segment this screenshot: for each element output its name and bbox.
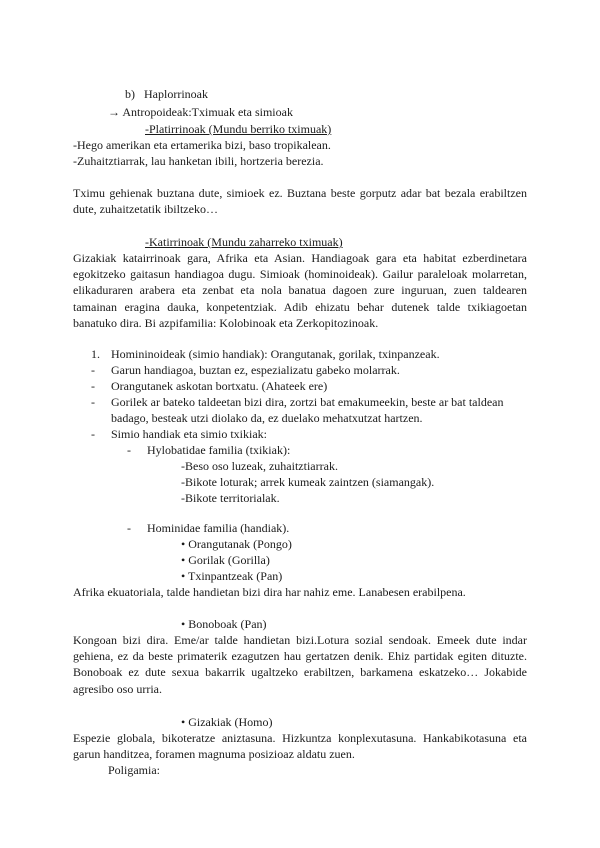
hominidae-line-3: • Txinpantzeak (Pan) xyxy=(181,569,283,583)
hylobatidae-line-3: -Bikote territorialak. xyxy=(181,491,280,505)
dash-marker: - xyxy=(127,443,131,457)
gizakiak-paragraph: Espezie globala, bikoteratze aniztasuna. Hizkuntza konplexutasuna. Hankabikotasuna eta garun handitzea, foramen magnuma posizioaz aldatu zuen. xyxy=(73,731,527,762)
poligamia-label: Poligamia: xyxy=(108,763,160,777)
list-item-3-text: Orangutanek askotan bortxatu. (Ahateek ere) xyxy=(111,379,328,393)
section-b-marker: b) xyxy=(125,87,135,101)
gizakiak-title: • Gizakiak (Homo) xyxy=(181,715,273,729)
list-item-4-text: Gorilek ar bateko taldeetan bizi dira, zortzi bat emakumeekin, beste ar bat taldean xyxy=(111,395,504,409)
antropoideak-line: → Antropoideak:Tximuak eta simioak xyxy=(108,105,293,119)
dash-marker: - xyxy=(91,427,95,441)
list-item-4 xyxy=(91,394,504,410)
section-b-title: Haplorrinoak xyxy=(144,87,208,101)
dash-marker: - xyxy=(127,521,131,535)
list-item-5 xyxy=(91,426,267,442)
dash-marker: - xyxy=(91,379,95,393)
hominidae-line-1: • Orangutanak (Pongo) xyxy=(181,537,292,551)
dash-marker: - xyxy=(91,395,95,409)
platirrinoak-line-1: -Hego amerikan eta ertamerika bizi, baso tropikalean. xyxy=(73,138,331,152)
list-item-1-text: Homininoideak (simio handiak): Orangutanak, gorilak, txinpanzeak. xyxy=(111,347,440,361)
afrika-line: Afrika ekuatoriala, talde handietan bizi dira har nahiz eme. Lanabesen erabilpena. xyxy=(73,585,466,599)
list-item-4-continuation: badago, besteak utzi diolako da, ez duelako mehatxutzat hartzen. xyxy=(111,411,423,425)
hominidae-line-2: • Gorilak (Gorilla) xyxy=(181,553,270,567)
bonoboak-paragraph: Kongoan bizi dira. Eme/ar talde handietan bizi.Lotura sozial sendoak. Emeek dute indar gehiena, ez da beste primaterik ezagutzen hau gertatzen denik. Ehiz partidak egiten dituzte. Bonoboak ez dute sexua bakarrik ugaltzeko erabiltzen, barkamena eskatzeko… Jokabide agresibo oso urria. xyxy=(73,633,527,696)
tail-paragraph: Tximu gehienak buztana dute, simioek ez. Buztana beste gorputz adar bat bezala erabiltzen dute, zuhaitzetatik ibiltzeko… xyxy=(73,186,527,217)
katirrinoak-paragraph: Gizakiak katairrinoak gara, Afrika eta Asian. Handiagoak gara eta habitat ezberdinetara egokitzeko gaitasun handiagoa dugu. Simioak (hominoideak). Gailur paraleloak molarretan, elikaduraren arabera eta zenbat eta nola banatua dagoen zure inguruan, zuen taldearen tamainan eragina dauka, konpetentziak. Adib ehizatu behar dutenek talde txikiagoetan banatuko dira. Bi azpifamilia: Kolobinoak eta Zerkopitozinoak. xyxy=(73,251,527,330)
dash-marker: - xyxy=(91,363,95,377)
hylobatidae-line-1: -Beso oso luzeak, zuhaitztiarrak. xyxy=(181,459,338,473)
platirrinoak-title: -Platirrinoak (Mundu berriko tximuak) xyxy=(145,122,332,136)
katirrinoak-title: -Katirrinoak (Mundu zaharreko tximuak) xyxy=(145,235,343,249)
hominidae-heading xyxy=(127,520,289,536)
list-item-1 xyxy=(91,346,440,362)
hominidae-title: Hominidae familia (handiak). xyxy=(147,521,290,535)
list-item-3 xyxy=(91,378,327,394)
list-item-2 xyxy=(91,362,400,378)
list-item-2-text: Garun handiagoa, buztan ez, espezializatu gabeko molarrak. xyxy=(111,363,400,377)
platirrinoak-line-2: -Zuhaitztiarrak, lau hanketan ibili, hortzeria berezia. xyxy=(73,154,324,168)
list-item-1-marker: 1. xyxy=(91,347,100,361)
hylobatidae-line-2: -Bikote loturak; arrek kumeak zaintzen (siamangak). xyxy=(181,475,435,489)
hylobatidae-title: Hylobatidae familia (txikiak): xyxy=(147,443,291,457)
bonoboak-title: • Bonoboak (Pan) xyxy=(181,617,267,631)
list-item-5-text: Simio handiak eta simio txikiak: xyxy=(111,427,267,441)
section-b-heading xyxy=(125,86,208,102)
hylobatidae-heading xyxy=(127,442,290,458)
